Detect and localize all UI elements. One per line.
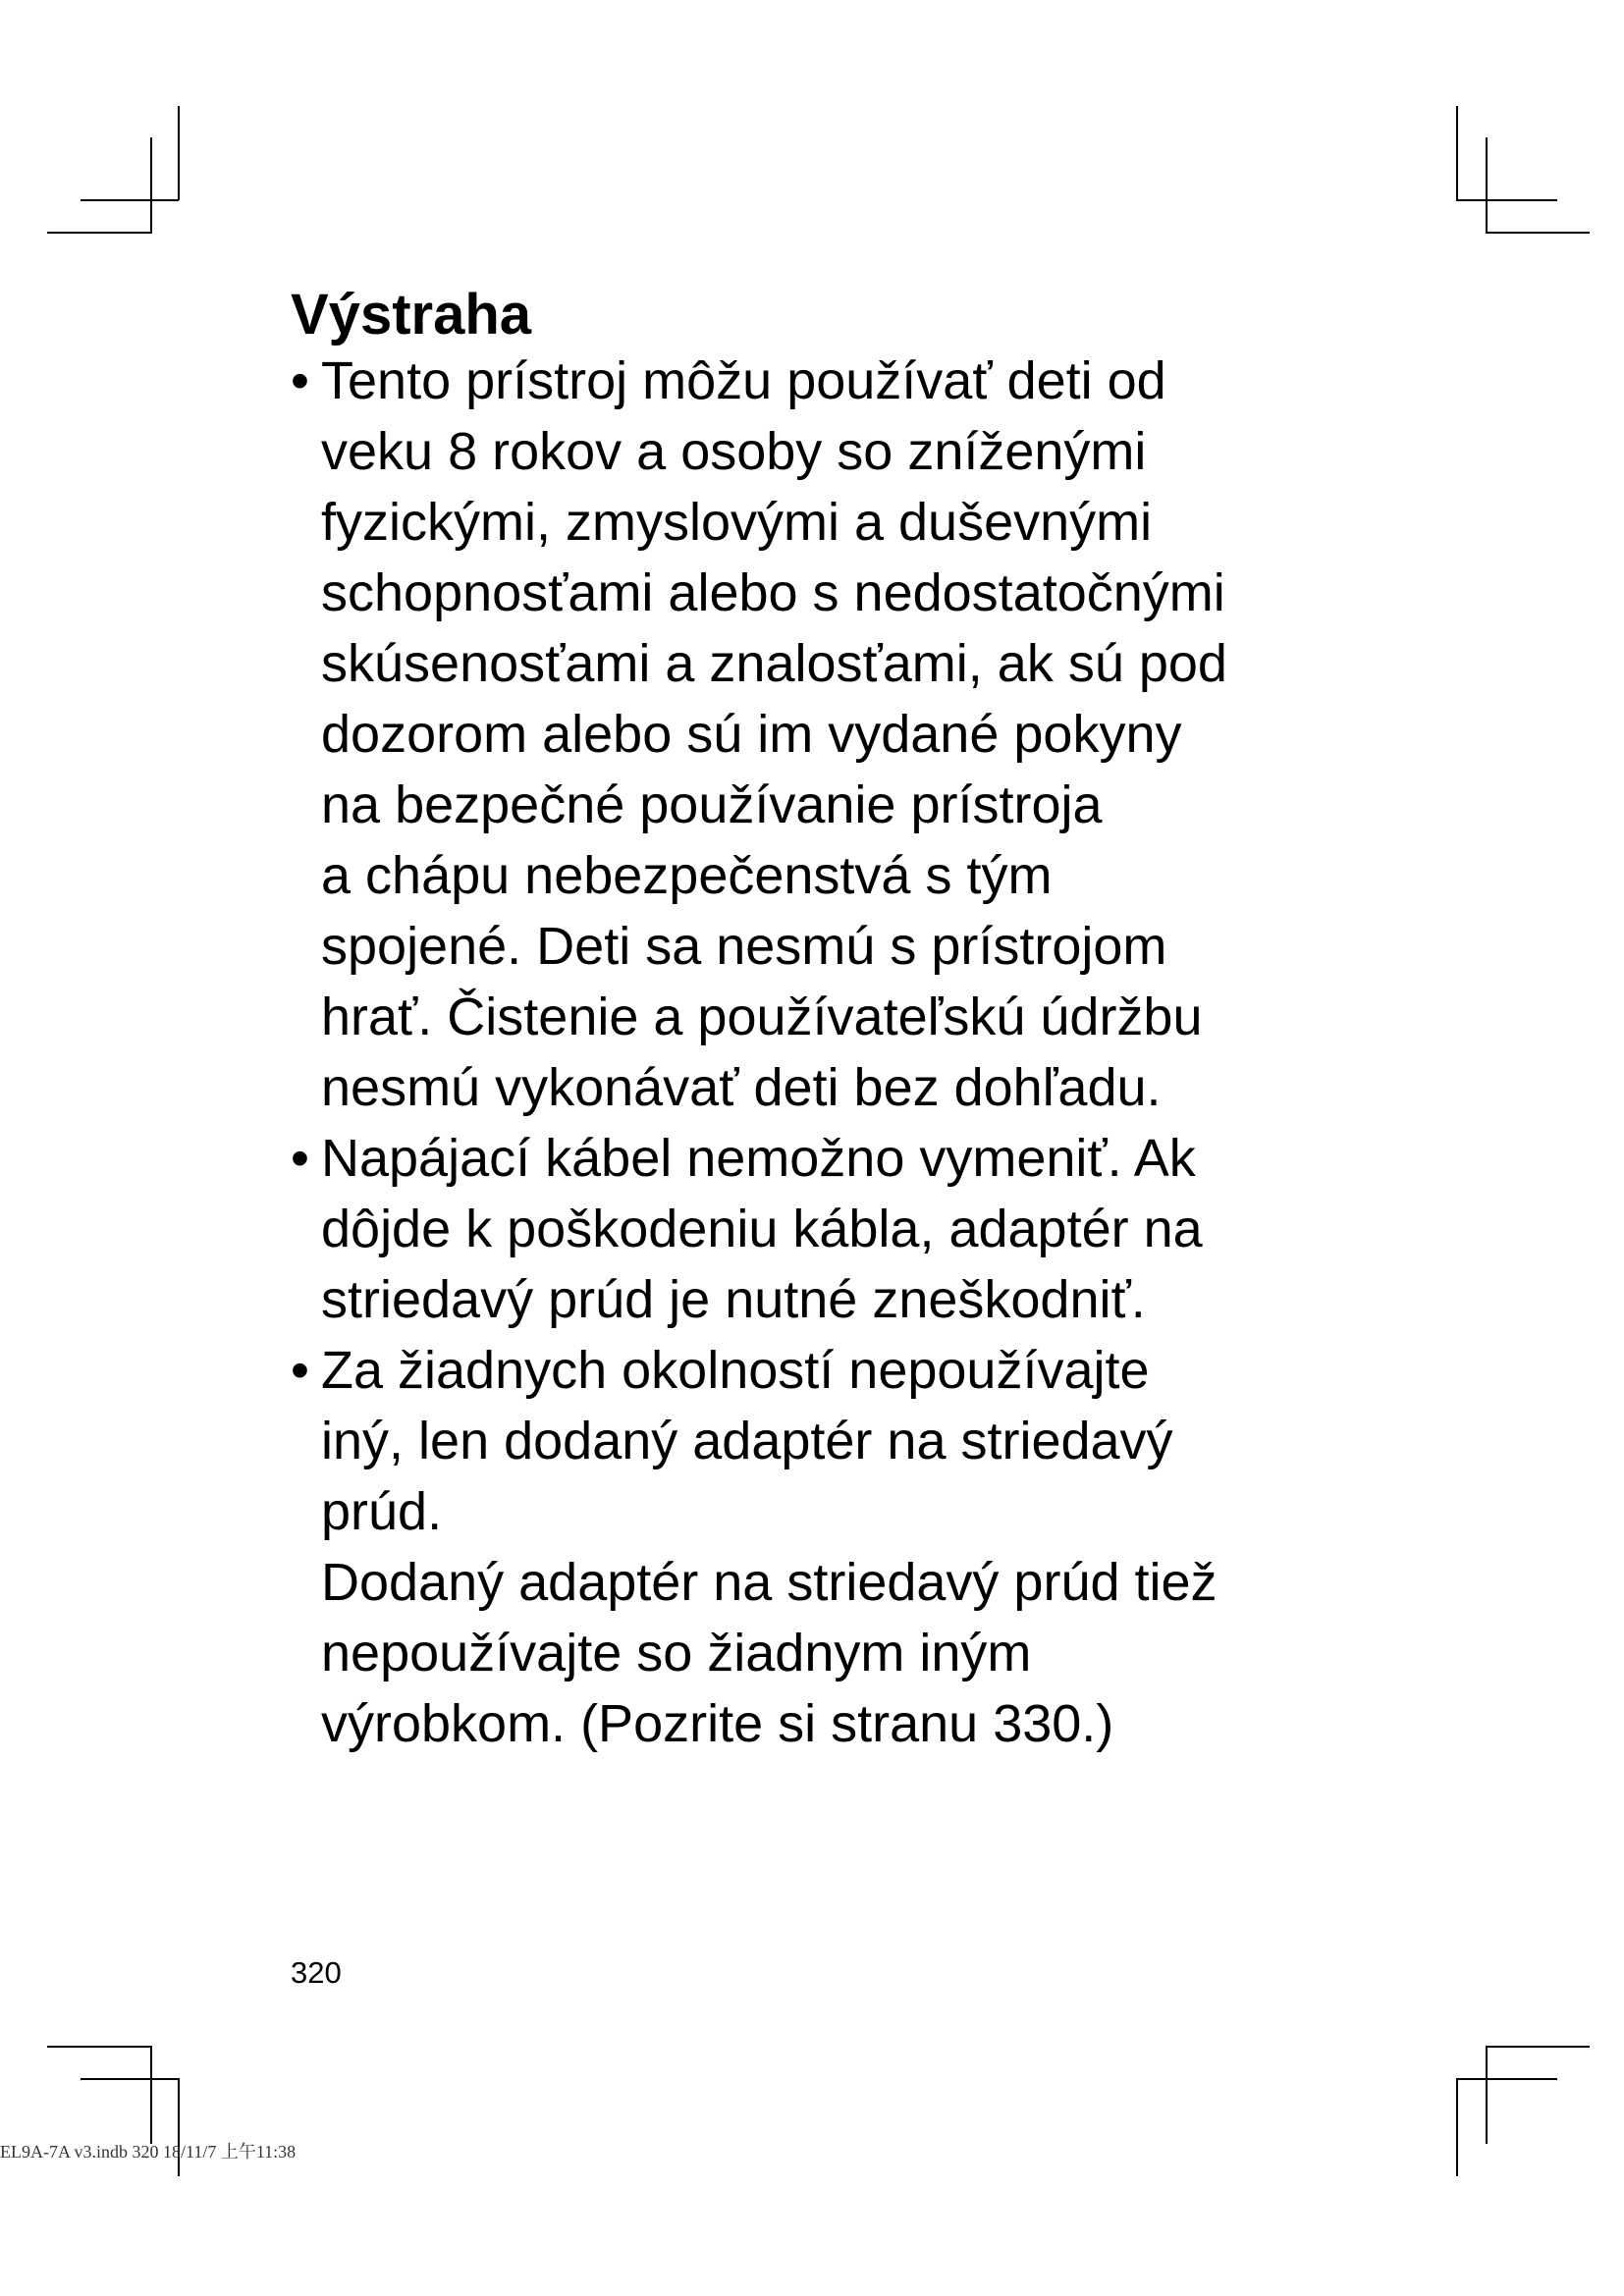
warning-1-line-7: na bezpečné používanie prístroja [321, 775, 1103, 834]
crop-mark-top-right-vertical-b [1486, 137, 1488, 234]
warning-1-line-3: fyzickými, zmyslovými a duševnými [321, 493, 1153, 552]
bullet-icon: • [291, 1129, 309, 1188]
bullet-icon: • [291, 351, 309, 410]
warning-1-line-10: hrať. Čistenie a používateľskú údržbu [321, 988, 1203, 1046]
warning-3-line-5: nepoužívajte so žiadnym iným [321, 1624, 1032, 1682]
warning-1-line-6: dozorom alebo sú im vydané pokyny [321, 705, 1182, 764]
warning-1-line-9: spojené. Deti sa nesmú s prístrojom [321, 917, 1167, 976]
crop-mark-top-right-vertical-a [1456, 106, 1458, 200]
crop-mark-bottom-left-inner [81, 2078, 179, 2080]
crop-mark-top-left-vertical-a [150, 137, 152, 234]
warning-1-line-5: skúsenosťami a znalosťami, ak sú pod [321, 634, 1227, 693]
crop-mark-top-left-outer [47, 232, 151, 234]
crop-mark-bottom-right-vertical-a [1486, 2046, 1488, 2144]
warning-3-line-6: výrobkom. (Pozrite si stranu 330.) [321, 1694, 1114, 1753]
crop-mark-bottom-left-outer [47, 2046, 151, 2048]
crop-mark-bottom-right-inner [1456, 2078, 1557, 2080]
crop-mark-bottom-right-vertical-b [1456, 2078, 1458, 2176]
crop-mark-top-right-inner [1456, 199, 1557, 201]
warning-1-line-2: veku 8 rokov a osoby so zníženými [321, 422, 1147, 481]
warning-2-line-2: dôjde k poškodeniu kábla, adaptér na [321, 1200, 1203, 1258]
crop-mark-top-left-vertical-b [178, 106, 180, 200]
warning-item-power-cable [291, 1123, 1371, 1335]
warning-1-line-4: schopnosťami alebo s nedostatočnými [321, 563, 1225, 622]
crop-mark-top-right-outer [1486, 232, 1590, 234]
warning-item-children-and-disabled [291, 346, 1371, 1123]
crop-mark-bottom-right-outer [1486, 2046, 1590, 2048]
warning-3-line-2: iný, len dodaný adaptér na striedavý [321, 1412, 1173, 1470]
warning-3-line-4: Dodaný adaptér na striedavý prúd tiež [321, 1553, 1218, 1612]
warning-2-line-3: striedavý prúd je nutné zneškodniť. [321, 1270, 1146, 1329]
warning-item-ac-adapter [291, 1335, 1371, 1759]
warning-3-line-1: Za žiadnych okolností nepoužívajte [321, 1341, 1150, 1400]
crop-mark-bottom-left-vertical-a [150, 2046, 152, 2144]
warning-1-line-1: Tento prístroj môžu používať deti od [321, 351, 1166, 410]
warning-1-line-8: a chápu nebezpečenstvá s tým [321, 846, 1053, 905]
warning-list [291, 346, 1371, 1759]
warning-1-line-11: nesmú vykonávať deti bez dohľadu. [321, 1058, 1162, 1117]
warning-2-line-1: Napájací kábel nemožno vymeniť. Ak [321, 1129, 1196, 1188]
warning-heading: Výstraha [291, 283, 532, 347]
crop-mark-top-left-inner [81, 199, 179, 201]
warning-3-line-3: prúd. [321, 1482, 443, 1541]
print-slug: EL9A-7A v3.indb 320 18/11/7 上午11:38 [0, 2142, 297, 2162]
page-number: 320 [291, 1955, 342, 1990]
bullet-icon: • [291, 1341, 309, 1400]
